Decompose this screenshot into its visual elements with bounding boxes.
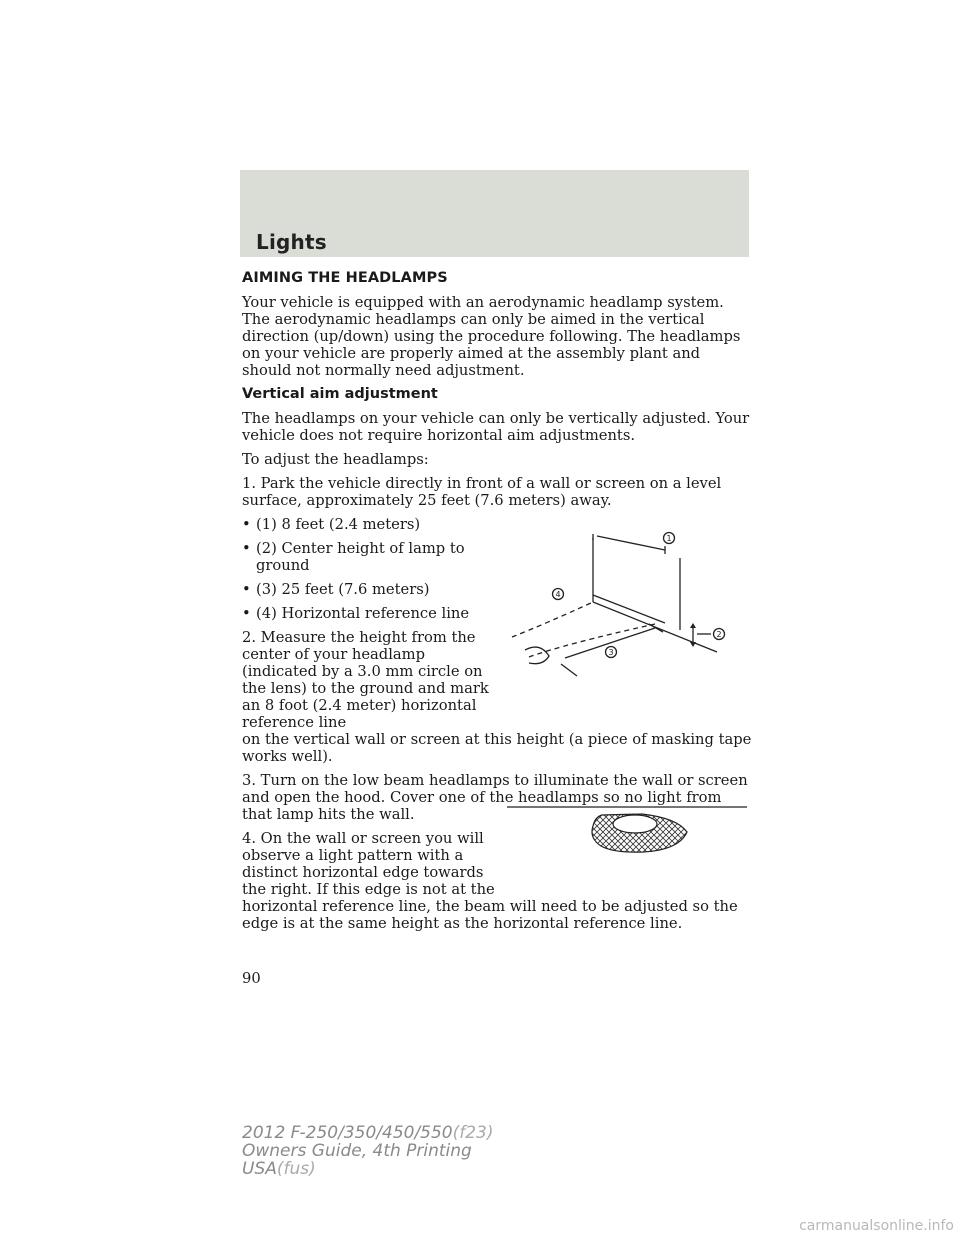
callout-1-label: 1 <box>666 534 672 543</box>
beam-line-lower <box>529 624 655 657</box>
bullet-icon: • <box>242 605 251 622</box>
footer-region: USA <box>242 1159 277 1179</box>
headlamp-aiming-diagram <box>505 520 745 685</box>
diagram-legend-list <box>242 516 492 622</box>
step-1: 1. Park the vehicle directly in front of a wall or screen on a level surface, approximately 25 feet (7.6 meters) away. <box>242 475 722 509</box>
bullet-icon: • <box>242 581 251 598</box>
section-title: AIMING THE HEADLAMPS <box>242 270 448 286</box>
footer-guide: Owners Guide, 4th Printing <box>242 1141 472 1161</box>
bullet-icon: • <box>242 516 251 533</box>
beam-pattern-diagram <box>507 802 750 858</box>
footer-model-code: (f23) <box>452 1123 494 1143</box>
subsection-title: Vertical aim adjustment <box>242 386 438 402</box>
headlamp-outline <box>525 647 549 664</box>
page-number: 90 <box>242 970 261 987</box>
beam-line-upper <box>512 602 593 637</box>
step-4-part-1: 4. On the wall or screen you will observe a light pattern with a distinct horizontal edge towards the right. If this edge is not at the <box>242 830 495 898</box>
step-3: 3. Turn on the low beam headlamps to illuminate the wall or screen and open the hood. Cover one of the headlamps so no light from that lamp hits the wall. <box>242 772 748 823</box>
dimension-line-1 <box>597 536 665 550</box>
page-footer <box>242 1124 494 1178</box>
sub-intro-paragraph: The headlamps on your vehicle can only be vertically adjusted. Your vehicle does not require horizontal aim adjustments. <box>242 410 750 444</box>
list-item: • (4) Horizontal reference line <box>242 605 470 622</box>
watermark-link[interactable]: carmanualsonline.info <box>799 1218 954 1234</box>
horizontal-reference-line <box>593 595 665 623</box>
step-4-part-2: horizontal reference line, the beam will need to be adjusted so the edge is at the same height as the horizontal reference line. <box>242 898 738 932</box>
footer-region-code: (fus) <box>276 1159 316 1179</box>
chapter-header <box>240 170 749 257</box>
footer-model: 2012 F-250/350/450/550 <box>242 1123 453 1143</box>
callout-2-label: 2 <box>716 630 722 639</box>
list-item: • (1) 8 feet (2.4 meters) <box>242 516 421 533</box>
chapter-title: Lights <box>256 230 327 254</box>
callout-3-label: 3 <box>608 648 614 657</box>
list-item: • (3) 25 feet (7.6 meters) <box>242 581 430 598</box>
to-adjust-text: To adjust the headlamps: <box>242 451 429 468</box>
bullet-icon: • <box>242 540 251 557</box>
callout-4-label: 4 <box>555 590 561 599</box>
beam-hotspot <box>613 815 657 833</box>
intro-paragraph: Your vehicle is equipped with an aerodynamic headlamp system. The aerodynamic headlamps can only be aimed in the vertical direction (up/down) using the procedure following. The headlamps on your vehicle are properly aimed at the assembly plant and should not normally need adjustment. <box>242 294 741 379</box>
step-2-part-2: on the vertical wall or screen at this height (a piece of masking tape works well). <box>242 731 752 765</box>
list-item: • (2) Center height of lamp to ground <box>242 540 465 574</box>
step-2-part-1: 2. Measure the height from the center of your headlamp (indicated by a 3.0 mm circle on the lens) to the ground and mark an 8 foot (2.4 meter) horizontal reference line <box>242 629 489 731</box>
